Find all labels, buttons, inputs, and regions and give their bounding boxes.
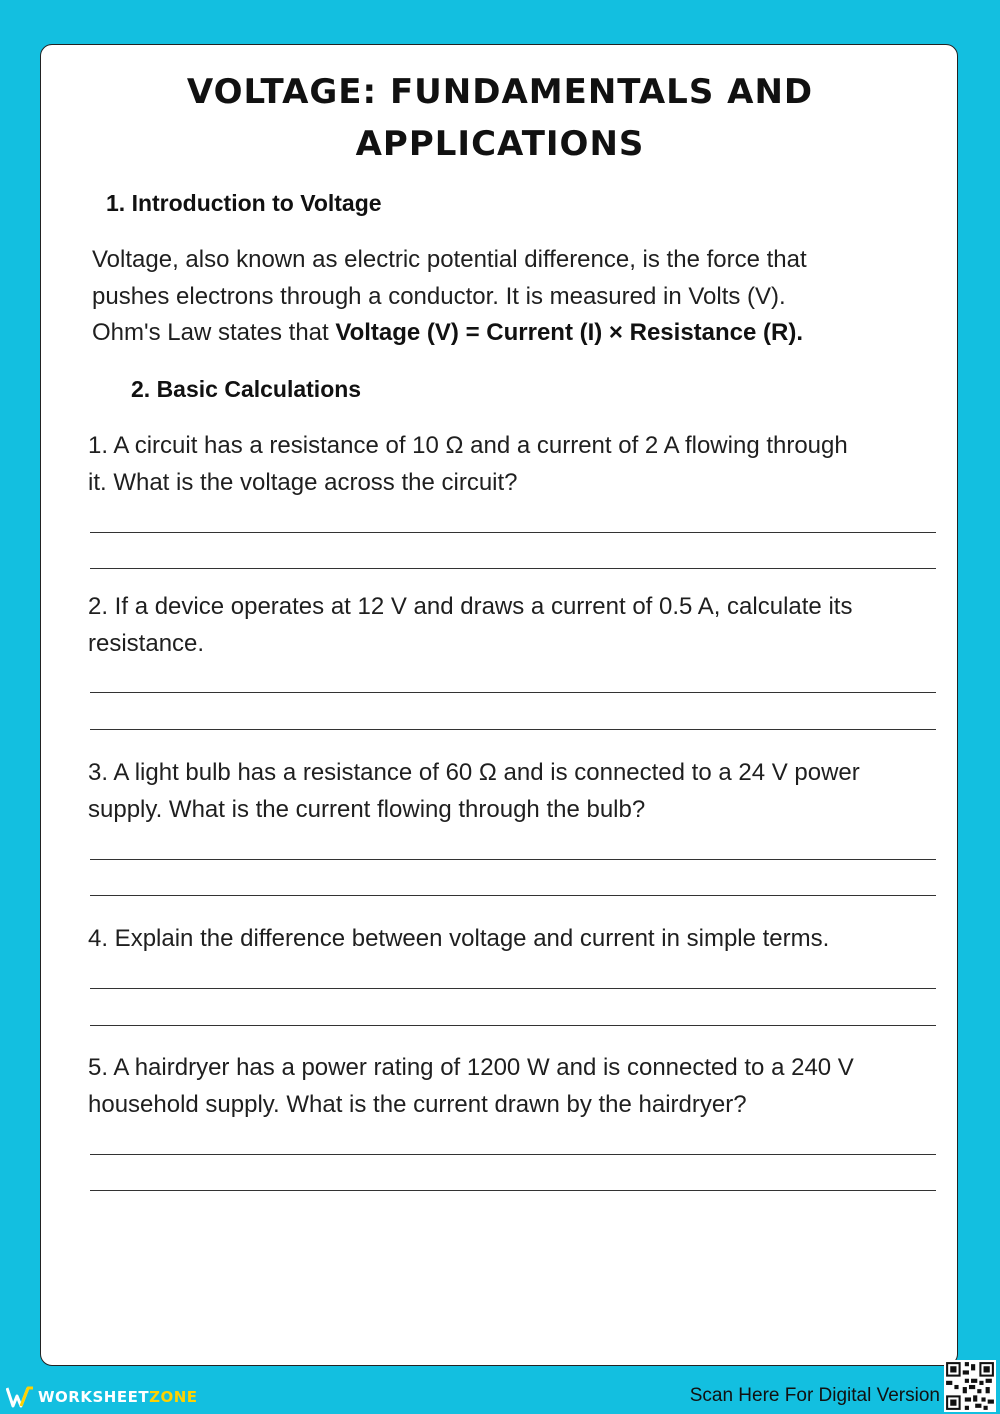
- question-4-line-1: 4. Explain the difference between voltage and current in simple terms.: [88, 925, 830, 952]
- answer-line[interactable]: [90, 729, 936, 730]
- question-4: [88, 921, 958, 958]
- question-5-line-2: household supply. What is the current drawn by the hairdryer?: [88, 1090, 747, 1118]
- question-1-line-2: it. What is the voltage across the circuit?: [88, 468, 518, 496]
- question-2-line-2: resistance.: [88, 629, 205, 657]
- intro-line-1: Voltage, also known as electric potential difference, is the force that: [92, 246, 807, 273]
- answer-line[interactable]: [90, 532, 936, 533]
- qr-code-icon[interactable]: [944, 1360, 996, 1412]
- question-3-line-2: supply. What is the current flowing through the bulb?: [88, 795, 646, 823]
- title-line-2: APPLICATIONS: [355, 124, 645, 164]
- answer-line[interactable]: [90, 859, 936, 860]
- question-2-line-1: 2. If a device operates at 12 V and draws a current of 0.5 A, calculate its: [88, 593, 853, 620]
- section-heading-calculations: 2. Basic Calculations: [131, 376, 362, 402]
- question-3-line-1: 3. A light bulb has a resistance of 60 Ω and is connected to a 24 V power: [88, 759, 860, 786]
- answer-line[interactable]: [90, 1025, 936, 1026]
- introduction-paragraph: [92, 242, 962, 352]
- question-1-line-1: 1. A circuit has a resistance of 10 Ω and a current of 2 A flowing through: [88, 432, 848, 459]
- ohms-law-prefix: Ohm's Law states that: [92, 319, 336, 346]
- brand-logo[interactable]: [6, 1383, 198, 1411]
- question-5-line-1: 5. A hairdryer has a power rating of 1200 W and is connected to a 240 V: [88, 1054, 854, 1081]
- question-5: [88, 1050, 958, 1123]
- answer-line[interactable]: [90, 988, 936, 989]
- question-1: [88, 428, 958, 501]
- ohms-law-formula: Voltage (V) = Current (I) × Resistance (R).: [335, 319, 804, 346]
- intro-line-2: pushes electrons through a conductor. It is measured in Volts (V).: [92, 282, 786, 310]
- section-heading-introduction: 1. Introduction to Voltage: [106, 190, 382, 216]
- intro-line-3: [92, 315, 962, 352]
- answer-line[interactable]: [90, 692, 936, 693]
- answer-line[interactable]: [90, 895, 936, 896]
- answer-line[interactable]: [90, 1190, 936, 1191]
- scan-prompt: Scan Here For Digital Version: [689, 1385, 940, 1406]
- question-2: [88, 589, 958, 662]
- answer-line[interactable]: [90, 1154, 936, 1155]
- page-title: [0, 66, 1000, 170]
- question-3: [88, 755, 958, 828]
- answer-line[interactable]: [90, 568, 936, 569]
- worksheetzone-logo-icon: [6, 1385, 34, 1409]
- title-line-1: VOLTAGE: FUNDAMENTALS AND: [186, 72, 814, 112]
- brand-name: WORKSHEETZONE: [38, 1388, 198, 1406]
